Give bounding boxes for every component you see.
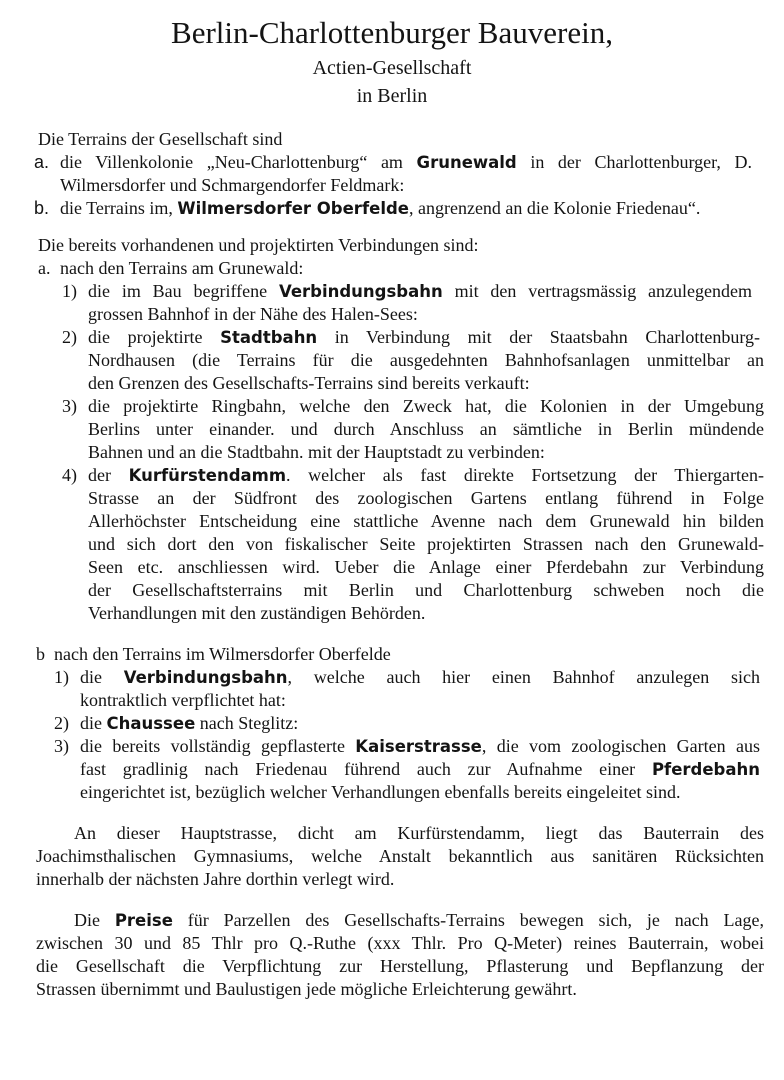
list-marker: a. [34,152,50,172]
list-marker: b. [34,198,50,218]
section2-item1 [0,280,784,303]
section1-item-b [0,197,784,220]
section3-item3 [0,735,784,758]
text-line: den Grenzen des Gesellschafts-Terrains sind bereits verkauft: [88,373,530,393]
text-line: zwischen 30 und 85 Thlr pro Q.-Ruthe (xxx Thlr. Pro Q-Meter) reines Bauterrain, wobei [36,933,764,953]
text-line: fast gradlinig nach Friedenau führend auch zur Aufnahme einer Pferdebahn [80,759,760,779]
text-line: die projektirte Ringbahn, welche den Zweck hat, die Kolonien in der Umgebung [88,396,764,416]
text-line: die projektirte Stadtbahn in Verbindung mit der Staatsbahn Charlottenburg- [88,327,760,347]
section2-intro: Die bereits vorhandenen und projektirten Verbindungen sind: [38,235,479,255]
text-line: und sich dort den von fiskalischer Seite projektirten Strassen nach den Grunewald- [88,534,764,554]
paragraph1 [0,822,784,845]
document-location: in Berlin [356,85,428,107]
text-line: die im Bau begriffene Verbindungsbahn mit den vertragsmässig anzulegendem [88,281,752,301]
document-title: Berlin-Charlottenburger Bauverein, [171,15,613,50]
document-subtitle: Actien-Gesellschaft [312,57,472,79]
text-line: die Villenkolonie „Neu-Charlottenburg“ am Grunewald in der Charlottenburger, D. [60,152,752,172]
document-body [0,128,784,1001]
text-line: Seen etc. anschliessen wird. Ueber die Anlage einer Pferdebahn zur Verbindung [88,557,764,577]
text-line: grossen Bahnhof in der Nähe des Halen-Sees: [88,304,418,324]
list-number: 2) [54,713,69,733]
section1-intro: Die Terrains der Gesellschaft sind [38,129,283,149]
section3-item1 [0,666,784,689]
text-line: die bereits vollständig gepflasterte Kaiserstrasse, die vom zoologischen Garten aus [80,736,760,756]
text-line: innerhalb der nächsten Jahre dorthin verlegt wird. [36,869,395,889]
text-line: eingerichtet ist, bezüglich welcher Verhandlungen ebenfalls bereits eingeleitet sind. [80,782,681,802]
list-number: 3) [54,736,69,756]
list-marker: a. [38,258,51,278]
text-line: der Gesellschaftsterrains mit Berlin und Charlottenburg schweben noch die [88,580,764,600]
text-line: Verhandlungen mit den zuständigen Behörden. [88,603,426,623]
section2-item4 [0,464,784,487]
section3-item2 [0,712,784,735]
text-line: Allerhöchster Entscheidung eine stattliche Avenne nach dem Grunewald hin bilden [88,511,764,531]
text-line: die Chaussee nach Steglitz: [80,713,299,733]
list-number: 1) [62,281,77,301]
list-number: 1) [54,667,69,687]
text-line: kontraktlich verpflichtet hat: [80,690,286,710]
text-line: Strassen übernimmt und Baulustigen jede mögliche Erleichterung gewährt. [36,979,577,999]
text-line: Strasse an der Südfront des zoologischen Gartens entlang führend in Folge [88,488,764,508]
list-number: 2) [62,327,77,347]
text-line: die Gesellschaft die Verpflichtung zur Herstellung, Pflasterung und Bepflanzung der [36,956,764,976]
section2-item2 [0,326,784,349]
paragraph2 [0,909,784,932]
text-line: Berlins unter einander. und durch Anschluss an sämtliche in Berlin mündende [88,419,764,439]
text-line: die Verbindungsbahn, welche auch hier einen Bahnhof anzulegen sich [80,667,760,687]
section1-item-a [0,151,784,174]
section1-item-a-cont: Wilmersdorfer und Schmargendorfer Feldmark: [60,175,405,195]
list-number: 3) [62,396,77,416]
text-line: Bahnen und an die Stadtbahn. mit der Hauptstadt zu verbinden: [88,442,545,462]
text-line: Die Preise für Parzellen des Gesellschafts-Terrains bewegen sich, je nach Lage, [74,910,764,930]
list-number: 4) [62,465,77,485]
section2-heading-a: a. nach den Terrains am Grunewald: [38,258,304,278]
list-marker: b [36,644,45,664]
text-line: Joachimsthalischen Gymnasiums, welche Anstalt bekanntlich aus sanitären Rücksichten [36,846,764,866]
text-line: der Kurfürstendamm. welcher als fast direkte Fortsetzung der Thiergarten- [88,465,765,485]
section3-heading-b: b nach den Terrains im Wilmersdorfer Oberfelde [36,644,391,664]
text-line: Nordhausen (die Terrains für die ausgedehnten Bahnhofsanlagen unmittelbar an [88,350,764,370]
text-line: die Terrains im, Wilmersdorfer Oberfelde, angrenzend an die Kolonie Friedenau“. [60,198,701,218]
section2-item3 [0,395,784,418]
text-line: An dieser Hauptstrasse, dicht am Kurfürstendamm, liegt das Bauterrain des [74,823,764,843]
